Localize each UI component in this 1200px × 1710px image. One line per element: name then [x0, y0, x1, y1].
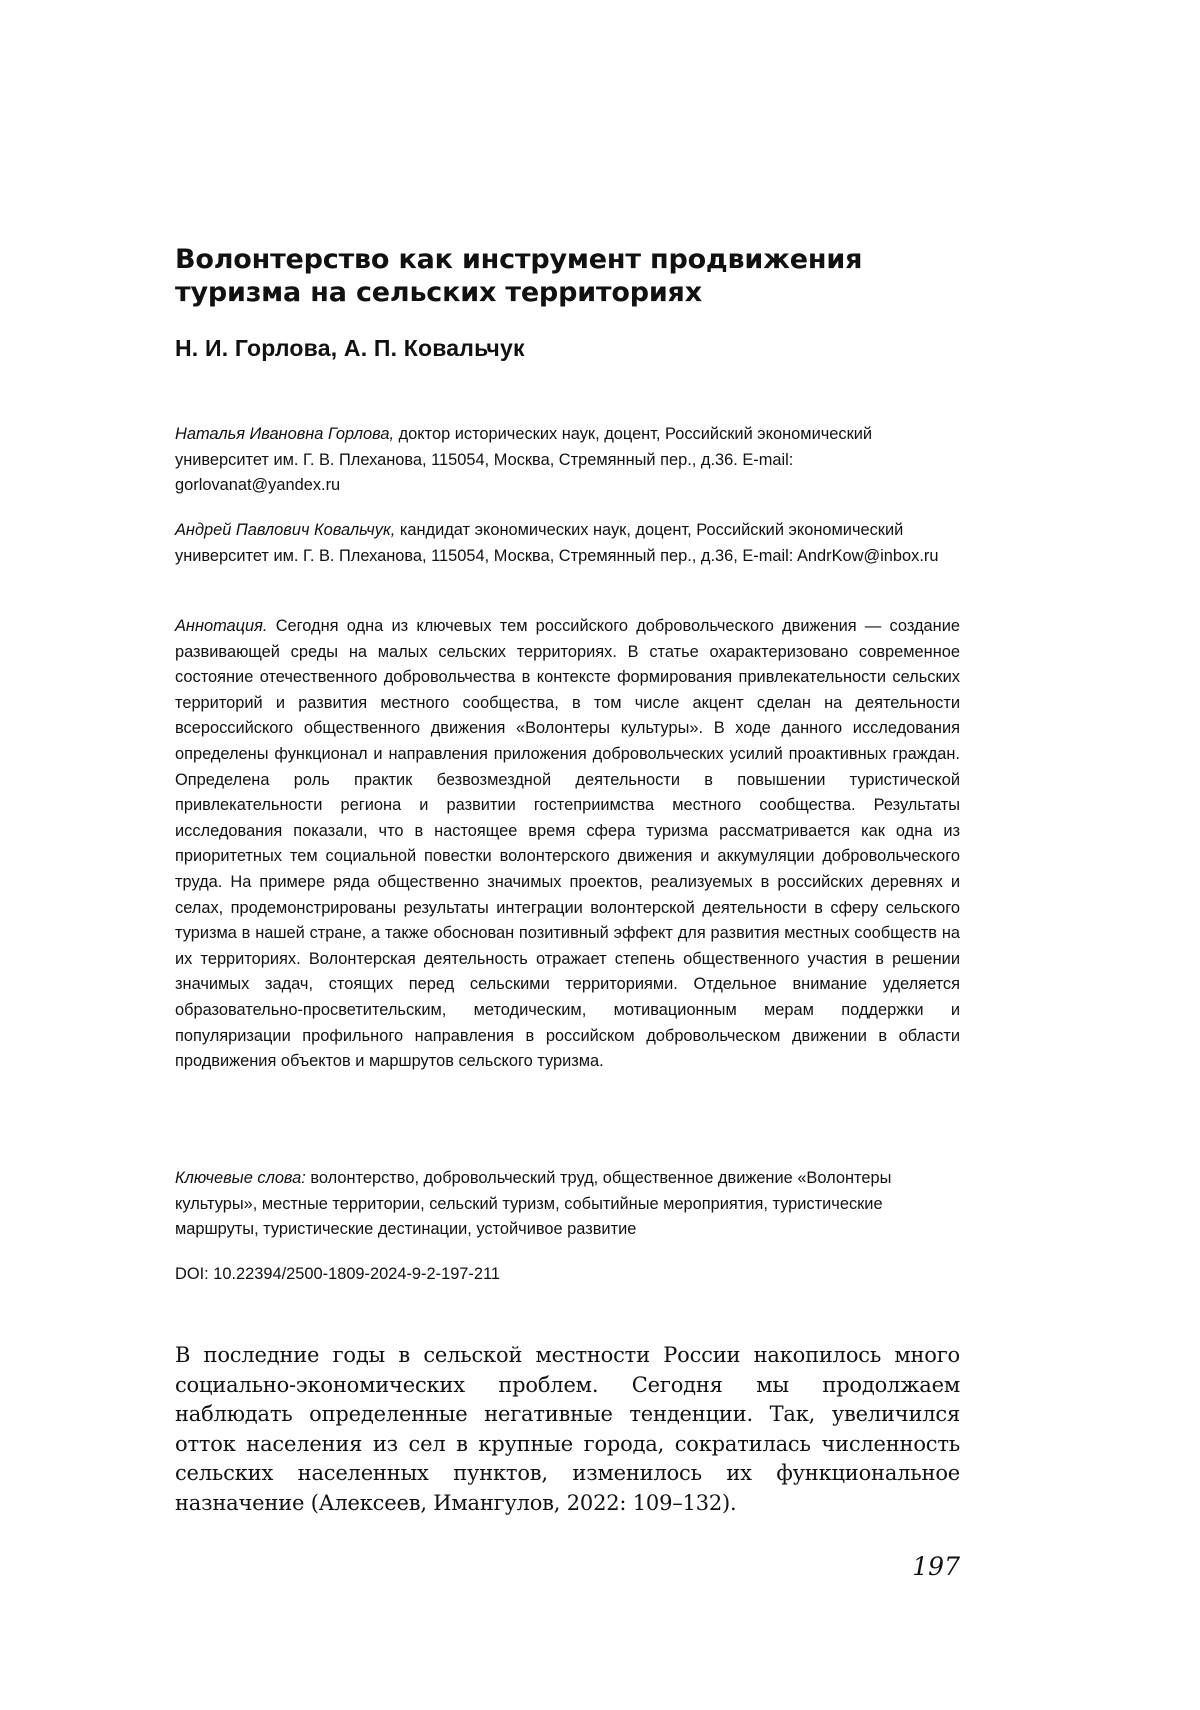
author-details: кандидат экономических наук, доцент, Российский экономический университет им. Г. В. Плеханова, 115054, Москва, Стремянный пер., д.36, E-mail: AndrKow@inbox.ru: [175, 521, 938, 565]
body-paragraph: В последние годы в сельской местности России накопилось много социально-экономических проблем. Сегодня мы продолжаем наблюдать определенные негативные тенденции. Так, увеличился отток населения из сел в крупные города, сократилась численность сельских населенных пунктов, изменилось их функциональное назначение (Алексеев, Имангулов, 2022: 109–132).: [175, 1341, 960, 1518]
author-name: Наталья Ивановна Горлова,: [175, 425, 394, 443]
article-title: Волонтерство как инструмент продвижения туризма на сельских территориях: [175, 243, 960, 309]
keywords-label: Ключевые слова:: [175, 1169, 306, 1187]
abstract: [175, 614, 960, 1075]
authors: Н. И. Горлова, А. П. Ковальчук: [175, 333, 525, 363]
author-details: доктор исторических наук, доцент, Российский экономический университет им. Г. В. Плеханова, 115054, Москва, Стремянный пер., д.36. E-mail: gorlovanat@yandex.ru: [175, 425, 872, 494]
abstract-text: Сегодня одна из ключевых тем российского добровольческого движения — создание развивающей среды на малых сельских территориях. В статье охарактеризовано современное состояние отечественного добровольчества в контексте формирования привлекательности сельских территорий и развития местного сообщества, в том числе акцент сделан на деятельности всероссийского общественного движения «Волонтеры культуры». В ходе данного исследования определены функционал и направления приложения добровольческих усилий проактивных граждан. Определена роль практик безвозмездной деятельности в повышении туристической привлекательности региона и развитии гостеприимства местного сообщества. Результаты исследования показали, что в настоящее время сфера туризма рассматривается как одна из приоритетных тем социальной повестки волонтерского движения и аккумуляции добровольческого труда. На примере ряда общественно значимых проектов, реализуемых в российских деревнях и селах, продемонстрированы результаты интеграции волонтерской деятельности в сферу сельского туризма в нашей стране, а также обоснован позитивный эффект для развития местных сообществ на их территориях. Волонтерская деятельность отражает степень общественного участия в решении значимых задач, стоящих перед сельскими территориями. Отдельное внимание уделяется образовательно-просветительским, методическим, мотивационным мерам поддержки и популяризации профильного направления в российском добровольческом движении в области продвижения объектов и маршрутов сельского туризма.: [175, 617, 960, 1070]
affiliation-2: [175, 518, 960, 569]
affiliation-1: [175, 422, 960, 499]
author-name: Андрей Павлович Ковальчук,: [175, 521, 395, 539]
keywords: [175, 1166, 960, 1243]
page-number: 197: [912, 1552, 960, 1582]
doi: DOI: 10.22394/2500-1809-2024-9-2-197-211: [175, 1262, 960, 1288]
abstract-label: Аннотация.: [175, 617, 267, 635]
keywords-text: волонтерство, добровольческий труд, общественное движение «Волонтеры культуры», местные территории, сельский туризм, событийные мероприятия, туристические маршруты, туристические дестинации, устойчивое развитие: [175, 1169, 891, 1238]
